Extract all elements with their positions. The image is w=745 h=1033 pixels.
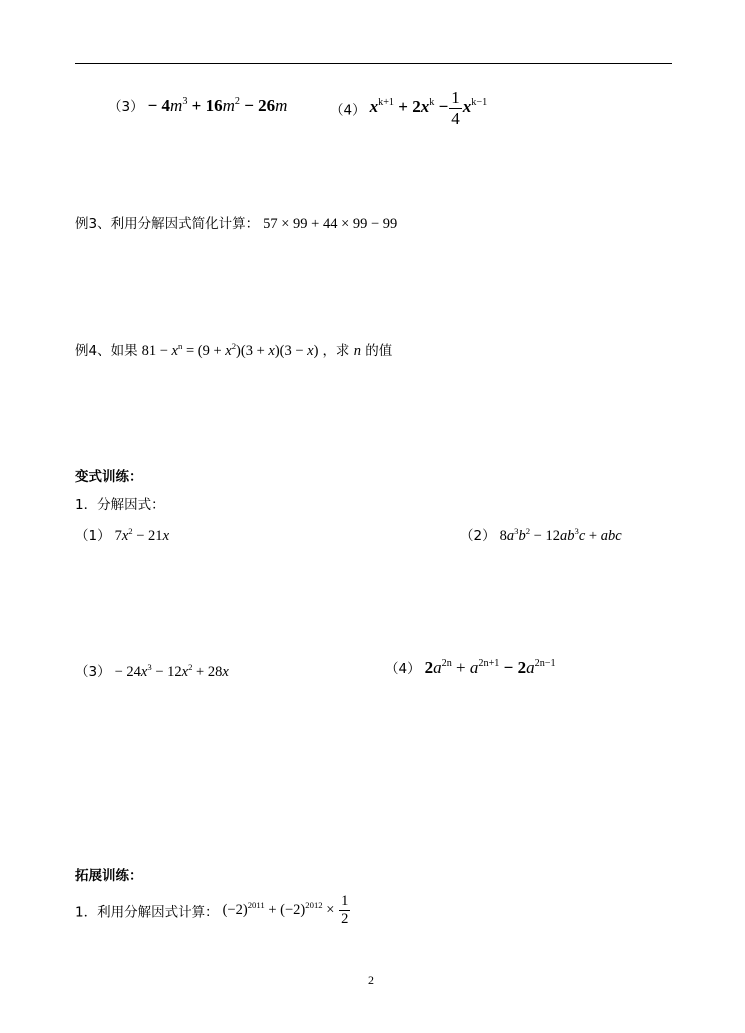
variant-training-heading: 变式训练：	[75, 469, 143, 485]
problem-4	[330, 88, 487, 129]
extension-item-1-expression: $(-2)^{2011} + (-2)^{2012}$ × $\frac{1}{2}$	[222, 893, 349, 927]
variant-problem-4-label: （4）	[385, 661, 421, 677]
header-rule	[75, 63, 672, 64]
variant-problem-1-expression: $7x^2 - 21x$	[114, 525, 169, 544]
example-3-expression: 57 × 99 + 44 × 99 − 99	[263, 216, 398, 232]
extension-item-1	[75, 893, 351, 928]
example-4-label: 例4、如果	[75, 343, 138, 359]
problem-3-label: （3）	[108, 99, 144, 115]
example-4	[75, 339, 392, 360]
variant-problem-4	[385, 657, 556, 678]
example-3-label: 例3、利用分解因式简化计算：	[75, 216, 260, 232]
variant-problem-2-label: （2）	[460, 528, 496, 544]
variant-problem-4-expression: $2a^{2n} + a^{2n+1} - 2a^{2n-1}$	[424, 657, 556, 677]
problem-4-label: （4）	[330, 102, 366, 119]
problem-4-expression: $x^{k+1} + 2x^k$ − $\frac{1}{4}$ $x^{k-1}$	[369, 88, 488, 128]
variant-problem-3-label: （3）	[75, 664, 111, 680]
fraction-one-quarter: $\frac{1}{4}$	[451, 88, 460, 128]
extension-training-heading: 拓展训练：	[75, 868, 143, 884]
problem-3-expression: − $4m^3 + 16m^2 - 26m$	[147, 95, 288, 115]
variant-item-1-label: 1．分解因式：	[75, 497, 165, 513]
page-number: 2	[368, 973, 374, 987]
variant-problem-1	[75, 524, 169, 545]
variant-problem-2	[460, 524, 622, 545]
fraction-one-half: $\frac{1}{2}$	[341, 893, 349, 927]
variant-problem-2-expression: $8a^3b^2 - 12ab^3c$ + abc	[499, 525, 622, 544]
variant-problem-3	[75, 660, 229, 681]
variant-problem-1-label: （1）	[75, 528, 111, 544]
example-3	[75, 212, 397, 233]
extension-item-1-label: 1．利用分解因式计算：	[75, 904, 219, 921]
example-4-expression: $81 - x^n = (9 + x^2)(3 + x)(3 - x)$	[141, 340, 319, 359]
problem-3	[108, 95, 287, 116]
variant-problem-3-expression: − $24x^3 - 12x^2 + 28x$	[114, 661, 229, 680]
example-4-tail: ，求 n 的值	[322, 343, 393, 359]
